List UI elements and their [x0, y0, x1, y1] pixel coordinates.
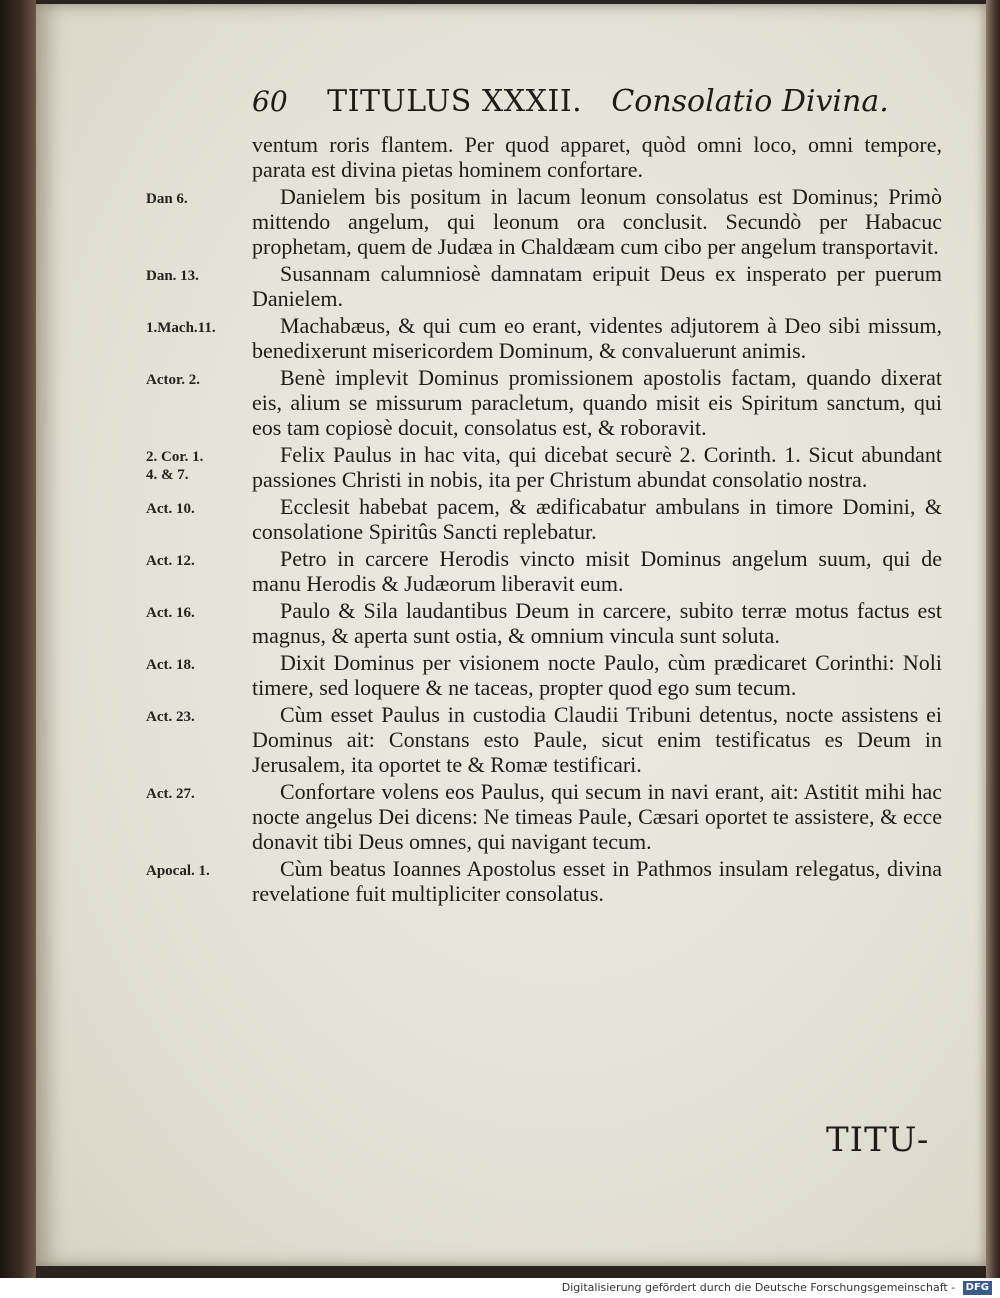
margin-reference: Act. 16. [146, 605, 195, 621]
paragraph-text: Ecclesit habebat pacem, & ædificabatur ambulans in timore Domini, & consolatione Spiritûs Sancti replebatur. [252, 494, 942, 544]
margin-reference: Apocal. 1. [146, 863, 210, 879]
paragraph-text: Dixit Dominus per visionem nocte Paulo, cùm prædicaret Corinthi: Noli timere, sed loquere & ne taceas, propter quod ego sum tecum. [252, 650, 942, 700]
paragraph-text: Danielem bis positum in lacum leonum consolatus est Dominus; Primò mittendo angelum, qui leonum ora conclusit. Secundò per Habacuc prophetam, quem de Judæa in Chaldæam cum cibo per angelum transportavit. [252, 184, 942, 259]
paragraph-text: ventum roris flantem. Per quod apparet, quòd omni loco, omni tempore, parata est divina pietas hominem confortare. [252, 132, 942, 182]
paragraph [146, 442, 942, 492]
paragraph-text: Paulo & Sila laudantibus Deum in carcere, subito terræ motus factus est magnus, & aperta sunt ostia, & omnium vincula sunt soluta. [252, 598, 942, 648]
margin-reference: 1.Mach.11. [146, 320, 216, 336]
margin-reference: Dan 6. [146, 191, 188, 207]
paragraph [252, 132, 942, 182]
catchword: TITU- [826, 1120, 930, 1160]
dfg-logo: DFG [963, 1281, 992, 1295]
paragraph [146, 365, 942, 440]
page-header [252, 84, 889, 119]
book-spine [0, 0, 36, 1278]
running-subtitle: Consolatio Divina. [611, 84, 889, 119]
paragraph-text: Cùm beatus Ioannes Apostolus esset in Pathmos insulam relegatus, divina revelatione fuit multipliciter consolatus. [252, 856, 942, 906]
margin-reference: Actor. 2. [146, 372, 201, 388]
footer-credit-text: Digitalisierung gefördert durch die Deutsche Forschungsgemeinschaft - [561, 1281, 956, 1294]
footer-credit [562, 1281, 992, 1295]
paragraph [146, 779, 942, 854]
margin-reference: Dan. 13. [146, 268, 199, 284]
paragraph-text: Cùm esset Paulus in custodia Claudii Tribuni detentus, nocte assistens ei Dominus ait: Constans esto Paule, sicut enim testificatus es Deum in Jerusalem, ita oportet te & Romæ testificari. [252, 702, 942, 777]
paragraph-text: Confortare volens eos Paulus, qui secum in navi erant, ait: Astitit mihi hac nocte angelus Dei dicens: Ne timeas Paule, Cæsari oportet te assistere, & ecce donavit tibi Deus omnes, qui navigant tecum. [252, 779, 942, 854]
paragraph-text: Machabæus, & qui cum eo erant, videntes adjutorem à Deo sibi missum, benedixerunt misericordem Dominum, & convaluerunt animis. [252, 313, 942, 363]
paragraph-text: Petro in carcere Herodis vincto misit Dominus angelum suum, qui de manu Herodis & Judæorum liberavit eum. [252, 546, 942, 596]
margin-reference: Act. 27. [146, 786, 195, 802]
paragraph [146, 856, 942, 906]
paragraph-text: Benè implevit Dominus promissionem apostolis factam, quando dixerat eis, alium se missurum paracletum, quando misit eis Spiritum sanctum, qui eos tam copiosè docuit, consolatus est, & roboravit. [252, 365, 942, 440]
paragraph [146, 546, 942, 596]
paragraph [146, 702, 942, 777]
running-title: TITULUS XXXII. [327, 84, 583, 119]
margin-reference: Act. 12. [146, 553, 195, 569]
paragraph [146, 184, 942, 259]
paragraph [146, 494, 942, 544]
margin-reference: Act. 23. [146, 709, 195, 725]
page-edge [986, 0, 1000, 1278]
paragraph [146, 261, 942, 311]
page-text [146, 132, 942, 908]
paragraph-text: Felix Paulus in hac vita, qui dicebat securè 2. Corinth. 1. Sicut abundant passiones Christi in nobis, ita per Christum abundat consolatio nostra. [252, 442, 942, 492]
paragraph-text: Susannam calumniosè damnatam eripuit Deus ex insperato per puerum Danielem. [252, 261, 942, 311]
margin-reference: 2. Cor. 1. 4. & 7. [146, 449, 204, 483]
margin-reference: Act. 10. [146, 501, 195, 517]
paragraph [146, 650, 942, 700]
paragraph [146, 313, 942, 363]
margin-reference: Act. 18. [146, 657, 195, 673]
page-number: 60 [252, 85, 288, 118]
paragraph [146, 598, 942, 648]
